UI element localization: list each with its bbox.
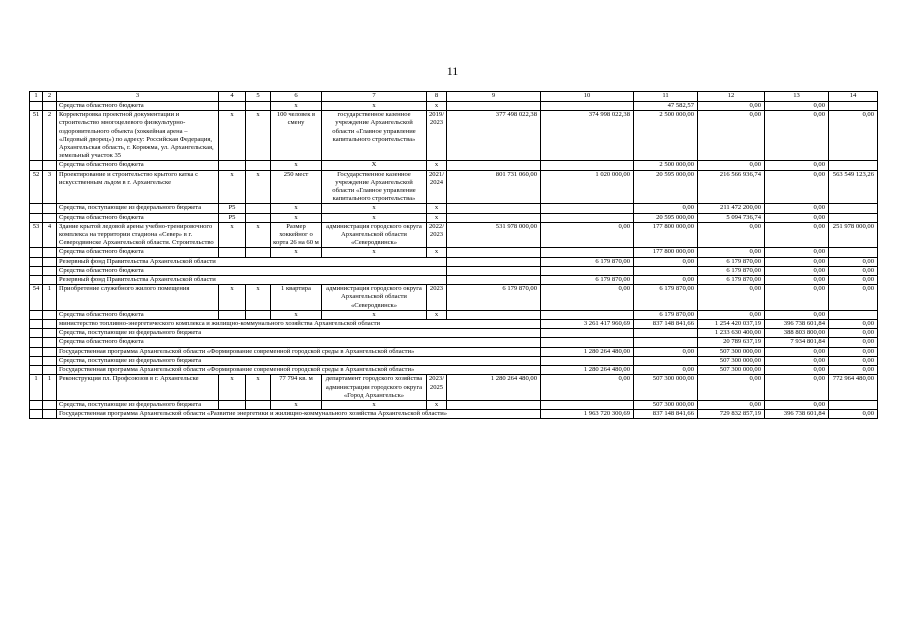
- column-number-header: 10: [541, 92, 634, 102]
- cell-c13: 0,00: [829, 338, 878, 347]
- cell-c8: 2019/ 2023: [427, 111, 447, 161]
- cell-c12: 216 566 936,74: [698, 170, 765, 204]
- empty-cell: [43, 310, 57, 319]
- cell-c10: 374 998 022,38: [541, 111, 634, 161]
- cell-c12: 0,00: [698, 161, 765, 170]
- cell-c5: x: [246, 222, 271, 248]
- cell-c8: x: [427, 213, 447, 222]
- empty-cell: [43, 366, 57, 375]
- row-sub-number: 4: [43, 222, 57, 248]
- cell-c8: 2021/ 2024: [427, 170, 447, 204]
- funding-source: Средства областного бюджета: [57, 102, 219, 111]
- cell-c6: 77 794 кв. м: [271, 375, 322, 401]
- funding-source: Средства областного бюджета: [57, 310, 219, 319]
- cell-c8: 2023: [427, 285, 447, 311]
- cell-c13: 0,00: [765, 161, 829, 170]
- empty-cell: [30, 248, 43, 257]
- empty-cell: [30, 204, 43, 213]
- object-name: Здание крытой ледовой арены учебно-тренировочного комплекса на территории стадиона «Север» в г. Северодвинске Архангельской области. Строительство: [57, 222, 219, 248]
- row-number: 1: [30, 375, 43, 401]
- cell-c14: 251 978 000,00: [829, 222, 878, 248]
- cell-c11: 0,00: [634, 204, 698, 213]
- cell-c11: 1 233 630 400,00: [698, 329, 765, 338]
- cell-c4: [219, 248, 246, 257]
- empty-cell: [43, 257, 57, 266]
- cell-c9: [541, 329, 634, 338]
- funding-source: Средства, поступающие из федерального бюджета: [57, 356, 541, 365]
- cell-c11: 6 179 870,00: [634, 285, 698, 311]
- cell-c8: x: [427, 161, 447, 170]
- cell-c14: 0,00: [829, 111, 878, 161]
- empty-cell: [30, 410, 43, 419]
- cell-c4: [219, 161, 246, 170]
- cell-c13: 0,00: [765, 375, 829, 401]
- cell-c6: x: [271, 204, 322, 213]
- cell-c11: 2 500 000,00: [634, 111, 698, 161]
- object-name: Корректировка проектной документации и строительство многоцелевого физкультурно-оздоровительного объекта (хоккейная арена – «Ледовый дворец») по адресу: Российская Федерация, Архангельская область, г. Коряжма, ул. Архангельская, земельный участок 35: [57, 111, 219, 161]
- cell-c10: 0,00: [541, 375, 634, 401]
- cell-c12: 0,00: [698, 248, 765, 257]
- cell-c12: 0,00: [765, 257, 829, 266]
- cell-c7: x: [322, 204, 427, 213]
- table-row: [30, 400, 878, 409]
- table-row: [30, 410, 878, 419]
- cell-c12: 0,00: [765, 356, 829, 365]
- column-number-header: 7: [322, 92, 427, 102]
- table-row: [30, 310, 878, 319]
- cell-c11: 507 300 000,00: [698, 366, 765, 375]
- funding-source: Средства областного бюджета: [57, 161, 219, 170]
- cell-c9: [541, 338, 634, 347]
- cell-c13: 0,00: [765, 111, 829, 161]
- column-number-header: 6: [271, 92, 322, 102]
- cell-c12: 0,00: [765, 276, 829, 285]
- empty-cell: [43, 356, 57, 365]
- row-sub-number: 2: [43, 111, 57, 161]
- cell-c6: x: [271, 213, 322, 222]
- column-number-header: 2: [43, 92, 57, 102]
- cell-c10: [541, 213, 634, 222]
- cell-c11: 177 800 000,00: [634, 222, 698, 248]
- cell-c13: 0,00: [829, 410, 878, 419]
- cell-c6: 100 человек в смену: [271, 111, 322, 161]
- funding-source: Средства областного бюджета: [57, 338, 541, 347]
- funding-source: Государственная программа Архангельской области «Развитие энергетики и жилищно-коммунального хозяйства Архангельской области»: [57, 410, 541, 419]
- cell-c4: [219, 102, 246, 111]
- empty-cell: [43, 248, 57, 257]
- funding-source: Средства областного бюджета: [57, 266, 447, 275]
- cell-c5: x: [246, 285, 271, 311]
- row-number: 53: [30, 222, 43, 248]
- funding-source: Резервный фонд Правительства Архангельской области: [57, 276, 447, 285]
- cell-c11: 729 832 857,19: [698, 410, 765, 419]
- cell-c12: 7 934 801,84: [765, 338, 829, 347]
- cell-c12: 0,00: [698, 102, 765, 111]
- cell-c5: [246, 161, 271, 170]
- cell-c7: x: [322, 213, 427, 222]
- cell-c13: 0,00: [765, 102, 829, 111]
- cell-c11: 507 300 000,00: [698, 347, 765, 356]
- cell-c13: 0,00: [829, 347, 878, 356]
- cell-c9: 6 179 870,00: [541, 257, 634, 266]
- empty-cell: [447, 276, 541, 285]
- cell-c7: X: [322, 161, 427, 170]
- cell-c13: 0,00: [829, 366, 878, 375]
- cell-c8: x: [427, 400, 447, 409]
- cell-c11: 6 179 870,00: [698, 276, 765, 285]
- cell-c5: [246, 213, 271, 222]
- funding-source: Средства областного бюджета: [57, 248, 219, 257]
- cell-c7: администрация городского округа Архангельской области «Северодвинск»: [322, 285, 427, 311]
- cell-c9: 801 731 060,00: [447, 170, 541, 204]
- page-number: 11: [446, 64, 459, 78]
- row-number: 51: [30, 111, 43, 161]
- cell-c14: 563 549 123,26: [829, 170, 878, 204]
- funding-source: Резервный фонд Правительства Архангельской области: [57, 257, 447, 266]
- cell-c11: 507 300 000,00: [634, 400, 698, 409]
- cell-c12: 396 738 601,84: [765, 410, 829, 419]
- empty-cell: [43, 347, 57, 356]
- cell-c4: x: [219, 375, 246, 401]
- cell-c9: [447, 248, 541, 257]
- cell-c6: Размер хоккейног о корта 26 на 60 м: [271, 222, 322, 248]
- cell-c11: 507 300 000,00: [634, 375, 698, 401]
- cell-c10: [634, 266, 698, 275]
- empty-cell: [30, 400, 43, 409]
- cell-c14: [829, 213, 878, 222]
- cell-c5: [246, 102, 271, 111]
- cell-c10: 0,00: [634, 257, 698, 266]
- cell-c10: 0,00: [634, 347, 698, 356]
- empty-cell: [30, 338, 43, 347]
- cell-c8: 2022/ 2023: [427, 222, 447, 248]
- cell-c10: [634, 338, 698, 347]
- cell-c10: 837 148 841,66: [634, 410, 698, 419]
- table-row: [30, 204, 878, 213]
- cell-c9: [447, 213, 541, 222]
- cell-c14: [829, 204, 878, 213]
- table-row: [30, 320, 878, 329]
- cell-c7: x: [322, 310, 427, 319]
- cell-c13: 0,00: [765, 285, 829, 311]
- cell-c11: 6 179 870,00: [698, 266, 765, 275]
- column-number-header: 3: [57, 92, 219, 102]
- cell-c10: 837 148 841,66: [634, 320, 698, 329]
- cell-c9: [447, 161, 541, 170]
- column-number-header: 5: [246, 92, 271, 102]
- budget-table: [29, 91, 878, 419]
- empty-cell: [30, 257, 43, 266]
- table-row: [30, 375, 878, 401]
- funding-source: Средства, поступающие из федерального бюджета: [57, 329, 541, 338]
- cell-c14: [829, 102, 878, 111]
- empty-cell: [30, 329, 43, 338]
- row-number: 52: [30, 170, 43, 204]
- table-row: [30, 111, 878, 161]
- cell-c10: [541, 400, 634, 409]
- empty-cell: [43, 320, 57, 329]
- cell-c7: x: [322, 400, 427, 409]
- table-row: [30, 285, 878, 311]
- funding-source: Средства, поступающие из федерального бюджета: [57, 204, 219, 213]
- empty-cell: [30, 266, 43, 275]
- cell-c12: 388 803 800,00: [765, 329, 829, 338]
- table-row: [30, 356, 878, 365]
- cell-c6: x: [271, 161, 322, 170]
- cell-c7: Государственное казенное учреждение Архангельской области «Главное управление капитального строительства»: [322, 170, 427, 204]
- cell-c14: [829, 248, 878, 257]
- column-number-header: 1: [30, 92, 43, 102]
- funding-source: министерство топливно-энергетического комплекса и жилищно-коммунального хозяйства Архангельской области: [57, 320, 541, 329]
- funding-source: Средства, поступающие из федерального бюджета: [57, 400, 219, 409]
- table-row: [30, 170, 878, 204]
- row-sub-number: 1: [43, 375, 57, 401]
- object-name: Приобретение служебного жилого помещения: [57, 285, 219, 311]
- cell-c8: x: [427, 310, 447, 319]
- cell-c12: 0,00: [698, 222, 765, 248]
- cell-c5: [246, 204, 271, 213]
- cell-c11: 20 595 000,00: [634, 170, 698, 204]
- cell-c10: [634, 356, 698, 365]
- cell-c4: x: [219, 222, 246, 248]
- cell-c5: x: [246, 375, 271, 401]
- column-number-header: 12: [698, 92, 765, 102]
- table-row: [30, 329, 878, 338]
- cell-c12: 5 094 736,74: [698, 213, 765, 222]
- cell-c4: [219, 310, 246, 319]
- cell-c12: 211 472 200,00: [698, 204, 765, 213]
- table-header-row: [30, 92, 878, 102]
- cell-c11: 507 300 000,00: [698, 356, 765, 365]
- empty-cell: [43, 410, 57, 419]
- cell-c10: [541, 102, 634, 111]
- cell-c9: 1 280 264 480,00: [541, 366, 634, 375]
- cell-c11: 20 789 637,19: [698, 338, 765, 347]
- cell-c11: 20 595 000,00: [634, 213, 698, 222]
- cell-c12: 0,00: [698, 285, 765, 311]
- cell-c9: [541, 266, 634, 275]
- cell-c13: 0,00: [765, 222, 829, 248]
- funding-source: Государственная программа Архангельской области «Формирование современной городской среды в Архангельской области»: [57, 366, 541, 375]
- table-row: [30, 257, 878, 266]
- empty-cell: [43, 276, 57, 285]
- table-row: [30, 248, 878, 257]
- cell-c6: x: [271, 310, 322, 319]
- table-row: [30, 161, 878, 170]
- cell-c10: [541, 310, 634, 319]
- empty-cell: [30, 366, 43, 375]
- cell-c10: [541, 161, 634, 170]
- cell-c7: департамент городского хозяйства администрации городского округа «Город Архангельск»: [322, 375, 427, 401]
- cell-c14: [829, 161, 878, 170]
- column-number-header: 14: [829, 92, 878, 102]
- table-row: [30, 276, 878, 285]
- empty-cell: [30, 320, 43, 329]
- cell-c9: 1 280 264 480,00: [447, 375, 541, 401]
- cell-c13: 0,00: [765, 170, 829, 204]
- cell-c7: администрация городского округа Архангельской области «Северодвинск»: [322, 222, 427, 248]
- cell-c5: [246, 310, 271, 319]
- empty-cell: [447, 266, 541, 275]
- table-row: [30, 366, 878, 375]
- empty-cell: [30, 310, 43, 319]
- table-row: [30, 347, 878, 356]
- row-sub-number: 1: [43, 285, 57, 311]
- cell-c8: x: [427, 204, 447, 213]
- cell-c10: [541, 204, 634, 213]
- empty-cell: [30, 276, 43, 285]
- cell-c14: [829, 310, 878, 319]
- empty-cell: [43, 400, 57, 409]
- empty-cell: [43, 204, 57, 213]
- cell-c12: 0,00: [698, 310, 765, 319]
- empty-cell: [43, 161, 57, 170]
- cell-c14: 0,00: [829, 285, 878, 311]
- cell-c9: [447, 310, 541, 319]
- row-sub-number: 3: [43, 170, 57, 204]
- table-row: [30, 266, 878, 275]
- cell-c6: x: [271, 248, 322, 257]
- cell-c5: [246, 400, 271, 409]
- object-name: Реконструкция пл. Профсоюзов в г. Архангельске: [57, 375, 219, 401]
- empty-cell: [30, 161, 43, 170]
- cell-c13: 0,00: [765, 213, 829, 222]
- cell-c4: x: [219, 111, 246, 161]
- column-number-header: 9: [447, 92, 541, 102]
- cell-c6: x: [271, 400, 322, 409]
- cell-c8: x: [427, 248, 447, 257]
- cell-c4: x: [219, 170, 246, 204]
- object-name: Проектирование и строительство крытого катка с искусственным льдом в г. Архангельске: [57, 170, 219, 204]
- empty-cell: [30, 213, 43, 222]
- empty-cell: [43, 329, 57, 338]
- cell-c6: 250 мест: [271, 170, 322, 204]
- cell-c9: 1 280 264 480,00: [541, 347, 634, 356]
- cell-c7: x: [322, 102, 427, 111]
- cell-c6: x: [271, 102, 322, 111]
- cell-c5: x: [246, 170, 271, 204]
- cell-c14: 772 964 480,00: [829, 375, 878, 401]
- cell-c13: 0,00: [765, 400, 829, 409]
- empty-cell: [43, 102, 57, 111]
- cell-c12: 396 738 601,84: [765, 320, 829, 329]
- column-number-header: 8: [427, 92, 447, 102]
- cell-c4: x: [219, 285, 246, 311]
- cell-c9: 6 179 870,00: [447, 285, 541, 311]
- cell-c12: 0,00: [765, 347, 829, 356]
- cell-c12: 0,00: [765, 366, 829, 375]
- cell-c10: 0,00: [634, 366, 698, 375]
- cell-c10: [541, 248, 634, 257]
- column-number-header: 11: [634, 92, 698, 102]
- empty-cell: [43, 213, 57, 222]
- cell-c9: [447, 102, 541, 111]
- cell-c11: 47 582,57: [634, 102, 698, 111]
- cell-c4: Р5: [219, 213, 246, 222]
- cell-c9: 6 179 870,00: [541, 276, 634, 285]
- cell-c11: 2 500 000,00: [634, 161, 698, 170]
- cell-c6: 1 квартира: [271, 285, 322, 311]
- cell-c13: 0,00: [829, 257, 878, 266]
- cell-c10: 0,00: [634, 276, 698, 285]
- empty-cell: [30, 102, 43, 111]
- cell-c11: 1 254 420 037,19: [698, 320, 765, 329]
- cell-c9: 377 498 022,38: [447, 111, 541, 161]
- empty-cell: [30, 356, 43, 365]
- cell-c12: 0,00: [698, 400, 765, 409]
- cell-c11: 6 179 870,00: [698, 257, 765, 266]
- column-number-header: 13: [765, 92, 829, 102]
- cell-c9: 1 963 720 300,69: [541, 410, 634, 419]
- table-row: [30, 102, 878, 111]
- empty-cell: [43, 266, 57, 275]
- cell-c10: 1 020 000,00: [541, 170, 634, 204]
- cell-c10: [634, 329, 698, 338]
- cell-c12: 0,00: [765, 266, 829, 275]
- cell-c9: [447, 204, 541, 213]
- cell-c13: 0,00: [765, 204, 829, 213]
- cell-c7: государственное казенное учреждение Архангельской области «Главное управление капитального строительства»: [322, 111, 427, 161]
- cell-c9: 531 978 000,00: [447, 222, 541, 248]
- cell-c8: x: [427, 102, 447, 111]
- cell-c5: [246, 248, 271, 257]
- cell-c4: [219, 400, 246, 409]
- row-number: 54: [30, 285, 43, 311]
- cell-c11: 6 179 870,00: [634, 310, 698, 319]
- cell-c13: 0,00: [829, 276, 878, 285]
- cell-c9: [447, 400, 541, 409]
- cell-c13: 0,00: [829, 320, 878, 329]
- empty-cell: [447, 257, 541, 266]
- empty-cell: [43, 338, 57, 347]
- cell-c10: 0,00: [541, 285, 634, 311]
- table-row: [30, 222, 878, 248]
- cell-c9: [541, 356, 634, 365]
- cell-c12: 0,00: [698, 111, 765, 161]
- cell-c13: 0,00: [829, 266, 878, 275]
- table-row: [30, 213, 878, 222]
- cell-c13: 0,00: [829, 329, 878, 338]
- cell-c13: 0,00: [765, 310, 829, 319]
- cell-c12: 0,00: [698, 375, 765, 401]
- cell-c8: 2023/ 2025: [427, 375, 447, 401]
- column-number-header: 4: [219, 92, 246, 102]
- cell-c5: x: [246, 111, 271, 161]
- empty-cell: [30, 347, 43, 356]
- table-row: [30, 338, 878, 347]
- cell-c4: Р5: [219, 204, 246, 213]
- cell-c9: 3 261 417 960,69: [541, 320, 634, 329]
- cell-c10: 0,00: [541, 222, 634, 248]
- cell-c7: x: [322, 248, 427, 257]
- cell-c11: 177 800 000,00: [634, 248, 698, 257]
- cell-c13: 0,00: [829, 356, 878, 365]
- funding-source: Средства областного бюджета: [57, 213, 219, 222]
- cell-c14: [829, 400, 878, 409]
- cell-c13: 0,00: [765, 248, 829, 257]
- funding-source: Государственная программа Архангельской области «Формирование современной городской среды в Архангельской области»: [57, 347, 541, 356]
